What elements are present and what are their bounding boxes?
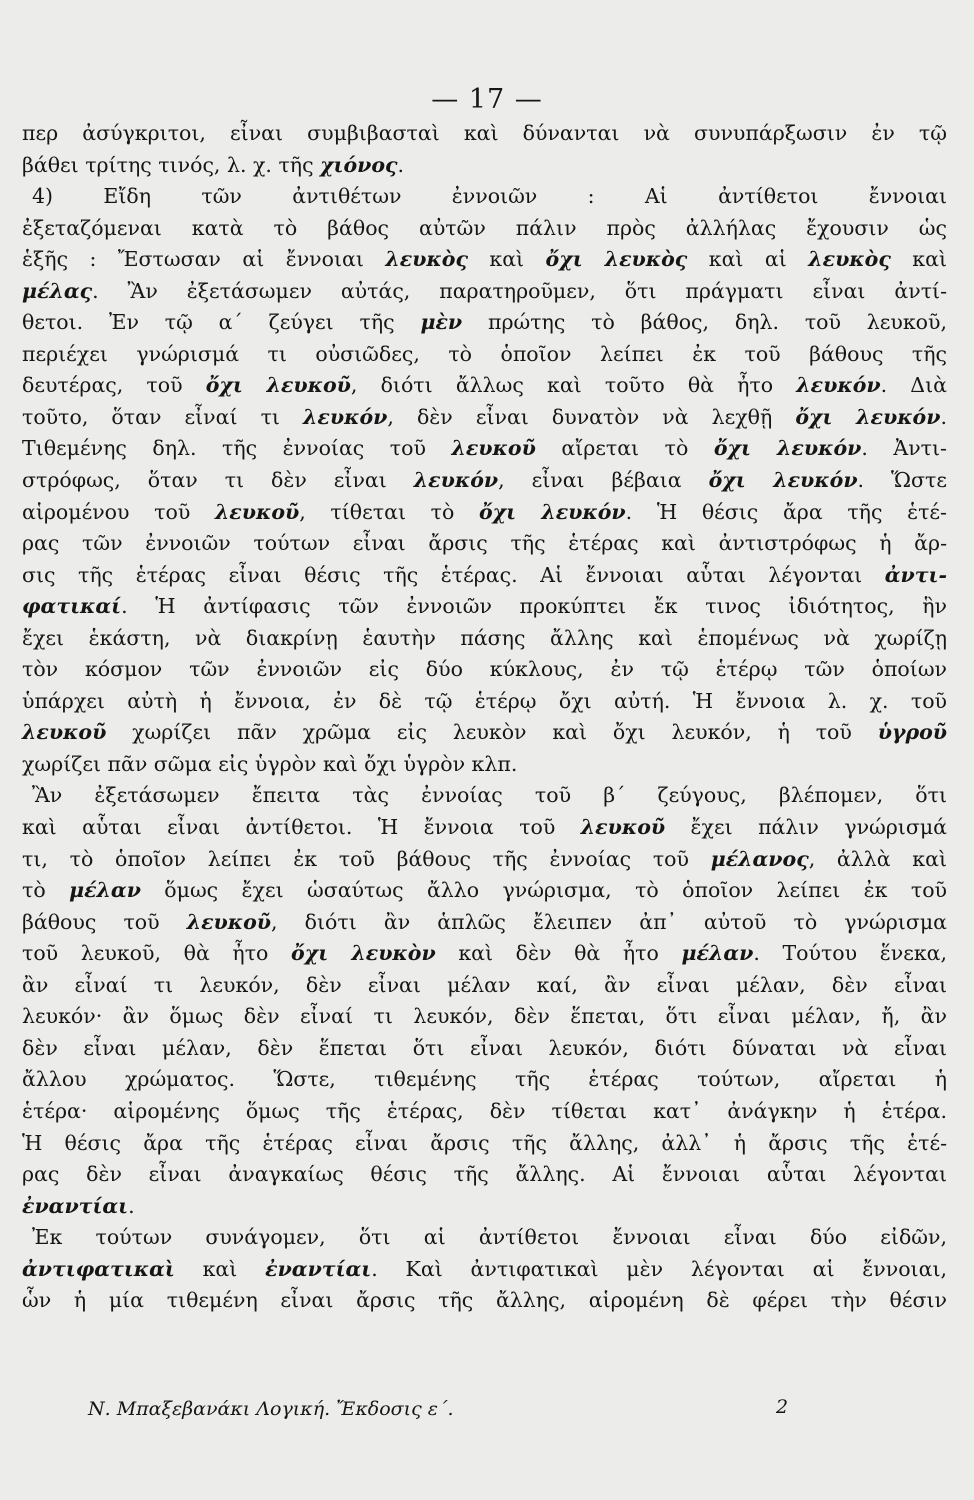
text-run: , τίθεται τὸ — [299, 499, 479, 524]
text-run: ὑπάρχει αὐτὴ ἡ ἔννοια, ἐν δὲ τῷ ἑτέρῳ ὄχι αὐτή. Ἡ ἔννοια λ. χ. τοῦ — [22, 688, 947, 713]
emphasized-term: ὄχι λευκοῦ — [205, 373, 351, 398]
text-line — [22, 749, 947, 781]
body-text — [22, 118, 947, 1317]
text-run: ἑξῆς : Ἔστωσαν αἱ ἔννοιαι — [22, 247, 386, 272]
text-line — [22, 1064, 947, 1096]
text-line — [22, 1222, 947, 1254]
emphasized-term: ὄχι λευκόν — [713, 436, 862, 461]
text-run: καὶ — [467, 247, 546, 272]
emphasized-term: ἀντι- — [884, 562, 947, 587]
text-run: αἱρομένου τοῦ — [22, 499, 215, 524]
text-run: περ ἀσύγκριτοι, εἶναι συμβιβασταὶ καὶ δύνανται νὰ συνυπάρξωσιν ἐν τῷ — [22, 121, 947, 145]
text-run: περιέχει γνώρισμά τι οὐσιῶδες, τὸ ὁποῖον λείπει ἐκ τοῦ βάθους τῆς — [22, 341, 947, 366]
text-line — [22, 1033, 947, 1065]
text-line — [22, 528, 947, 560]
text-line — [22, 244, 947, 276]
text-line — [22, 1254, 947, 1286]
text-line — [22, 938, 947, 970]
text-run: ὧν ἡ μία τιθεμένη εἶναι ἄρσις τῆς ἄλλης, αἱρομένη δὲ φέρει τὴν θέσιν — [22, 1288, 947, 1313]
text-run: Ἡ θέσις ἄρα τῆς ἑτέρας εἶναι ἄρσις τῆς ἄλλης, ἀλλ᾿ ἡ ἄρσις τῆς ἑτέ- — [22, 1130, 947, 1155]
text-run: ἑτέρα· αἱρομένης ὅμως τῆς ἑτέρας, δὲν τίθεται κατ᾿ ἀνάγκην ἡ ἑτέρα. — [22, 1098, 947, 1123]
text-run: βάθους τοῦ — [22, 909, 187, 934]
text-run: Ἐκ τούτων συνάγομεν, ὅτι αἱ ἀντίθετοι ἔννοιαι εἶναι δύο εἰδῶν, — [32, 1225, 947, 1250]
emphasized-term: μέλαν — [69, 878, 141, 903]
text-run: . Ἂν ἐξετάσωμεν αὐτάς, παρατηροῦμεν, ὅτι πράγματι εἶναι ἀντί- — [92, 278, 947, 303]
emphasized-term: ὑγροῦ — [877, 720, 947, 745]
text-run: καὶ αἱ — [687, 247, 809, 272]
text-run: , δὲν εἶναι δυνατὸν νὰ λεχθῇ — [387, 404, 796, 429]
text-run: ρας τῶν ἐννοιῶν τούτων εἶναι ἄρσις τῆς ἑτέρας καὶ ἀντιστρόφως ἡ ἄρ- — [22, 531, 947, 556]
text-line — [22, 1285, 947, 1317]
emphasized-term: ὄχι λευκόν — [478, 499, 626, 524]
text-run: . Ἡ θέσις ἄρα τῆς ἑτέ- — [625, 499, 947, 524]
emphasized-term: ὄχι λευκόν — [708, 468, 858, 493]
text-run: . Ὥστε — [857, 468, 947, 493]
text-line — [22, 402, 947, 434]
emphasized-term: λευκόν — [796, 373, 881, 398]
text-line — [22, 812, 947, 844]
text-run: . Τούτου ἕνεκα, — [753, 941, 947, 966]
text-line — [22, 433, 947, 465]
emphasized-term: ὄχι λευκὸς — [545, 247, 688, 272]
text-run: Τιθεμένης δηλ. τῆς ἐννοίας τοῦ — [22, 436, 452, 461]
page-number: — 17 — — [431, 84, 543, 115]
text-line — [22, 844, 947, 876]
emphasized-term: λευκοῦ — [580, 815, 666, 840]
text-line — [22, 181, 947, 213]
text-line — [22, 1191, 947, 1223]
emphasized-term: λευκὸς — [385, 247, 468, 272]
text-run: καὶ δὲν θὰ ἦτο — [435, 941, 682, 966]
emphasized-term: ἐναντίαι — [265, 1256, 372, 1281]
text-line — [22, 1001, 947, 1033]
text-run: δευτέρας, τοῦ — [22, 373, 206, 398]
text-line — [22, 1096, 947, 1128]
text-run: , ἀλλὰ καὶ — [808, 846, 948, 871]
text-line — [22, 465, 947, 497]
text-line — [22, 276, 947, 308]
text-line — [22, 591, 947, 623]
emphasized-term: λευκόν — [413, 468, 499, 493]
text-line — [22, 875, 947, 907]
emphasized-term: ὄχι λευκόν — [795, 404, 941, 429]
text-run: σις τῆς ἑτέρας εἶναι θέσις τῆς ἑτέρας. Αἱ ἔννοιαι αὗται λέγονται — [22, 562, 885, 587]
text-line — [22, 1128, 947, 1160]
text-run: , διότι ἄλλως καὶ τοῦτο θὰ ἦτο — [350, 373, 797, 398]
text-line — [22, 118, 947, 150]
text-line — [22, 717, 947, 749]
emphasized-term: μέλανος — [710, 846, 809, 871]
text-run: , εἶναι βέβαια — [498, 468, 709, 493]
emphasized-term: μέλαν — [681, 941, 754, 966]
emphasized-term: λευκοῦ — [451, 436, 536, 461]
text-run: , διότι ἂν ἁπλῶς ἔλειπεν ἀπ᾿ αὐτοῦ τὸ γνώρισμα — [271, 909, 947, 934]
text-line — [22, 560, 947, 592]
text-run: βάθει τρίτης τινός, λ. χ. τῆς — [22, 152, 321, 177]
text-line — [22, 307, 947, 339]
text-run: . — [128, 1193, 135, 1218]
text-line — [22, 213, 947, 245]
text-run: . Διὰ — [880, 373, 947, 398]
text-line — [22, 150, 947, 182]
text-line — [22, 970, 947, 1002]
text-run: χωρίζει πᾶν σῶμα εἰς ὑγρὸν καὶ ὄχι ὑγρὸν κλπ. — [22, 751, 518, 776]
text-run: ἂν εἶναί τι λευκόν, δὲν εἶναι μέλαν καί, ἂν εἶναι μέλαν, δὲν εἶναι — [22, 972, 947, 997]
text-run: 4) Εἴδη τῶν ἀντιθέτων ἐννοιῶν : Αἱ ἀντίθετοι ἔννοιαι — [32, 184, 947, 209]
text-run: . Καὶ ἀντιφατικαὶ μὲν λέγονται αἱ ἔννοιαι, — [371, 1256, 947, 1281]
text-run: τὸν κόσμον τῶν ἐννοιῶν εἰς δύο κύκλους, ἐν τῷ ἑτέρῳ τῶν ὁποίων — [22, 657, 947, 682]
text-run: τοῦ λευκοῦ, θὰ ἦτο — [22, 941, 292, 966]
text-run: τὸ — [22, 878, 70, 903]
text-run: στρόφως, ὅταν τι δὲν εἶναι — [22, 468, 414, 493]
text-run: . Ἡ ἀντίφασις τῶν ἐννοιῶν προκύπτει ἔκ τινος ἰδιότητος, ἣν — [121, 594, 947, 619]
text-run: χωρίζει πᾶν χρῶμα εἰς λευκὸν καὶ ὄχι λευκόν, ἡ τοῦ — [106, 720, 878, 745]
text-line — [22, 907, 947, 939]
text-run: . — [940, 404, 947, 429]
text-run: τοῦτο, ὅταν εἶναί τι — [22, 404, 304, 429]
text-run: καὶ — [174, 1256, 266, 1281]
emphasized-term: ἐναντίαι — [22, 1193, 129, 1218]
text-run: ὅμως ἔχει ὡσαύτως ἄλλο γνώρισμα, τὸ ὁποῖον λείπει ἐκ τοῦ — [140, 878, 948, 903]
emphasized-term: χιόνος — [320, 152, 398, 177]
emphasized-term: φατικαί — [22, 594, 122, 619]
text-run: καὶ αὗται εἶναι ἀντίθετοι. Ἡ ἔννοια τοῦ — [22, 815, 581, 840]
emphasized-term: λευκοῦ — [22, 720, 107, 745]
text-run: τι, τὸ ὁποῖον λείπει ἐκ τοῦ βάθους τῆς ἐννοίας τοῦ — [22, 846, 711, 871]
emphasized-term: λευκὸς — [808, 247, 891, 272]
emphasized-term: ἀντιφατικαὶ — [22, 1256, 175, 1281]
text-run: λευκόν· ἂν ὅμως δὲν εἶναί τι λευκόν, δὲν ἕπεται, ὅτι εἶναι μέλαν, ἤ, ἂν — [22, 1004, 947, 1029]
text-run: ἄλλου χρώματος. Ὥστε, τιθεμένης τῆς ἑτέρας τούτων, αἴρεται ἡ — [22, 1067, 947, 1092]
text-run: αἴρεται τὸ — [535, 436, 714, 461]
footer-title: Ν. Μπαξεβανάκι Λογική. Ἔκδοσις ε΄. — [88, 1398, 454, 1420]
signature-mark: 2 — [776, 1396, 789, 1418]
text-run: ἔχει ἑκάστη, νὰ διακρίνῃ ἑαυτὴν πάσης ἄλλης καὶ ἑπομένως νὰ χωρίζῃ — [22, 625, 947, 650]
text-line — [22, 497, 947, 529]
emphasized-term: λευκόν — [303, 404, 388, 429]
text-run: Ἂν ἐξετάσωμεν ἔπειτα τὰς ἐννοίας τοῦ β΄ ζεύγους, βλέπομεν, ὅτι — [32, 783, 947, 808]
text-run: θετοι. Ἐν τῷ α΄ ζεύγει τῆς — [22, 310, 421, 335]
text-line — [22, 686, 947, 718]
emphasized-term: λευκοῦ — [214, 499, 300, 524]
text-line — [22, 780, 947, 812]
text-line — [22, 339, 947, 371]
text-run: . Ἀντι- — [861, 436, 947, 461]
emphasized-term: ὄχι λευκὸν — [291, 941, 436, 966]
text-run: ἔχει πάλιν γνώρισμά — [665, 815, 948, 840]
text-line — [22, 370, 947, 402]
emphasized-term: λευκοῦ — [186, 909, 272, 934]
text-run: καὶ — [890, 247, 947, 272]
text-run: πρώτης τὸ βάθος, δηλ. τοῦ λευκοῦ, — [462, 310, 947, 335]
text-run: ρας δὲν εἶναι ἀναγκαίως θέσις τῆς ἄλλης. Αἱ ἔννοιαι αὗται λέγονται — [22, 1162, 947, 1187]
text-line — [22, 623, 947, 655]
text-line — [22, 1159, 947, 1191]
emphasized-term: μὲν — [420, 310, 463, 335]
text-run: ἐξεταζόμεναι κατὰ τὸ βάθος αὐτῶν πάλιν πρὸς ἀλλήλας ἔχουσιν ὡς — [22, 215, 947, 240]
emphasized-term: μέλας — [22, 278, 93, 303]
text-run: δὲν εἶναι μέλαν, δὲν ἕπεται ὅτι εἶναι λευκόν, διότι δύναται νὰ εἶναι — [22, 1035, 947, 1060]
text-line — [22, 654, 947, 686]
text-run: . — [397, 152, 405, 177]
